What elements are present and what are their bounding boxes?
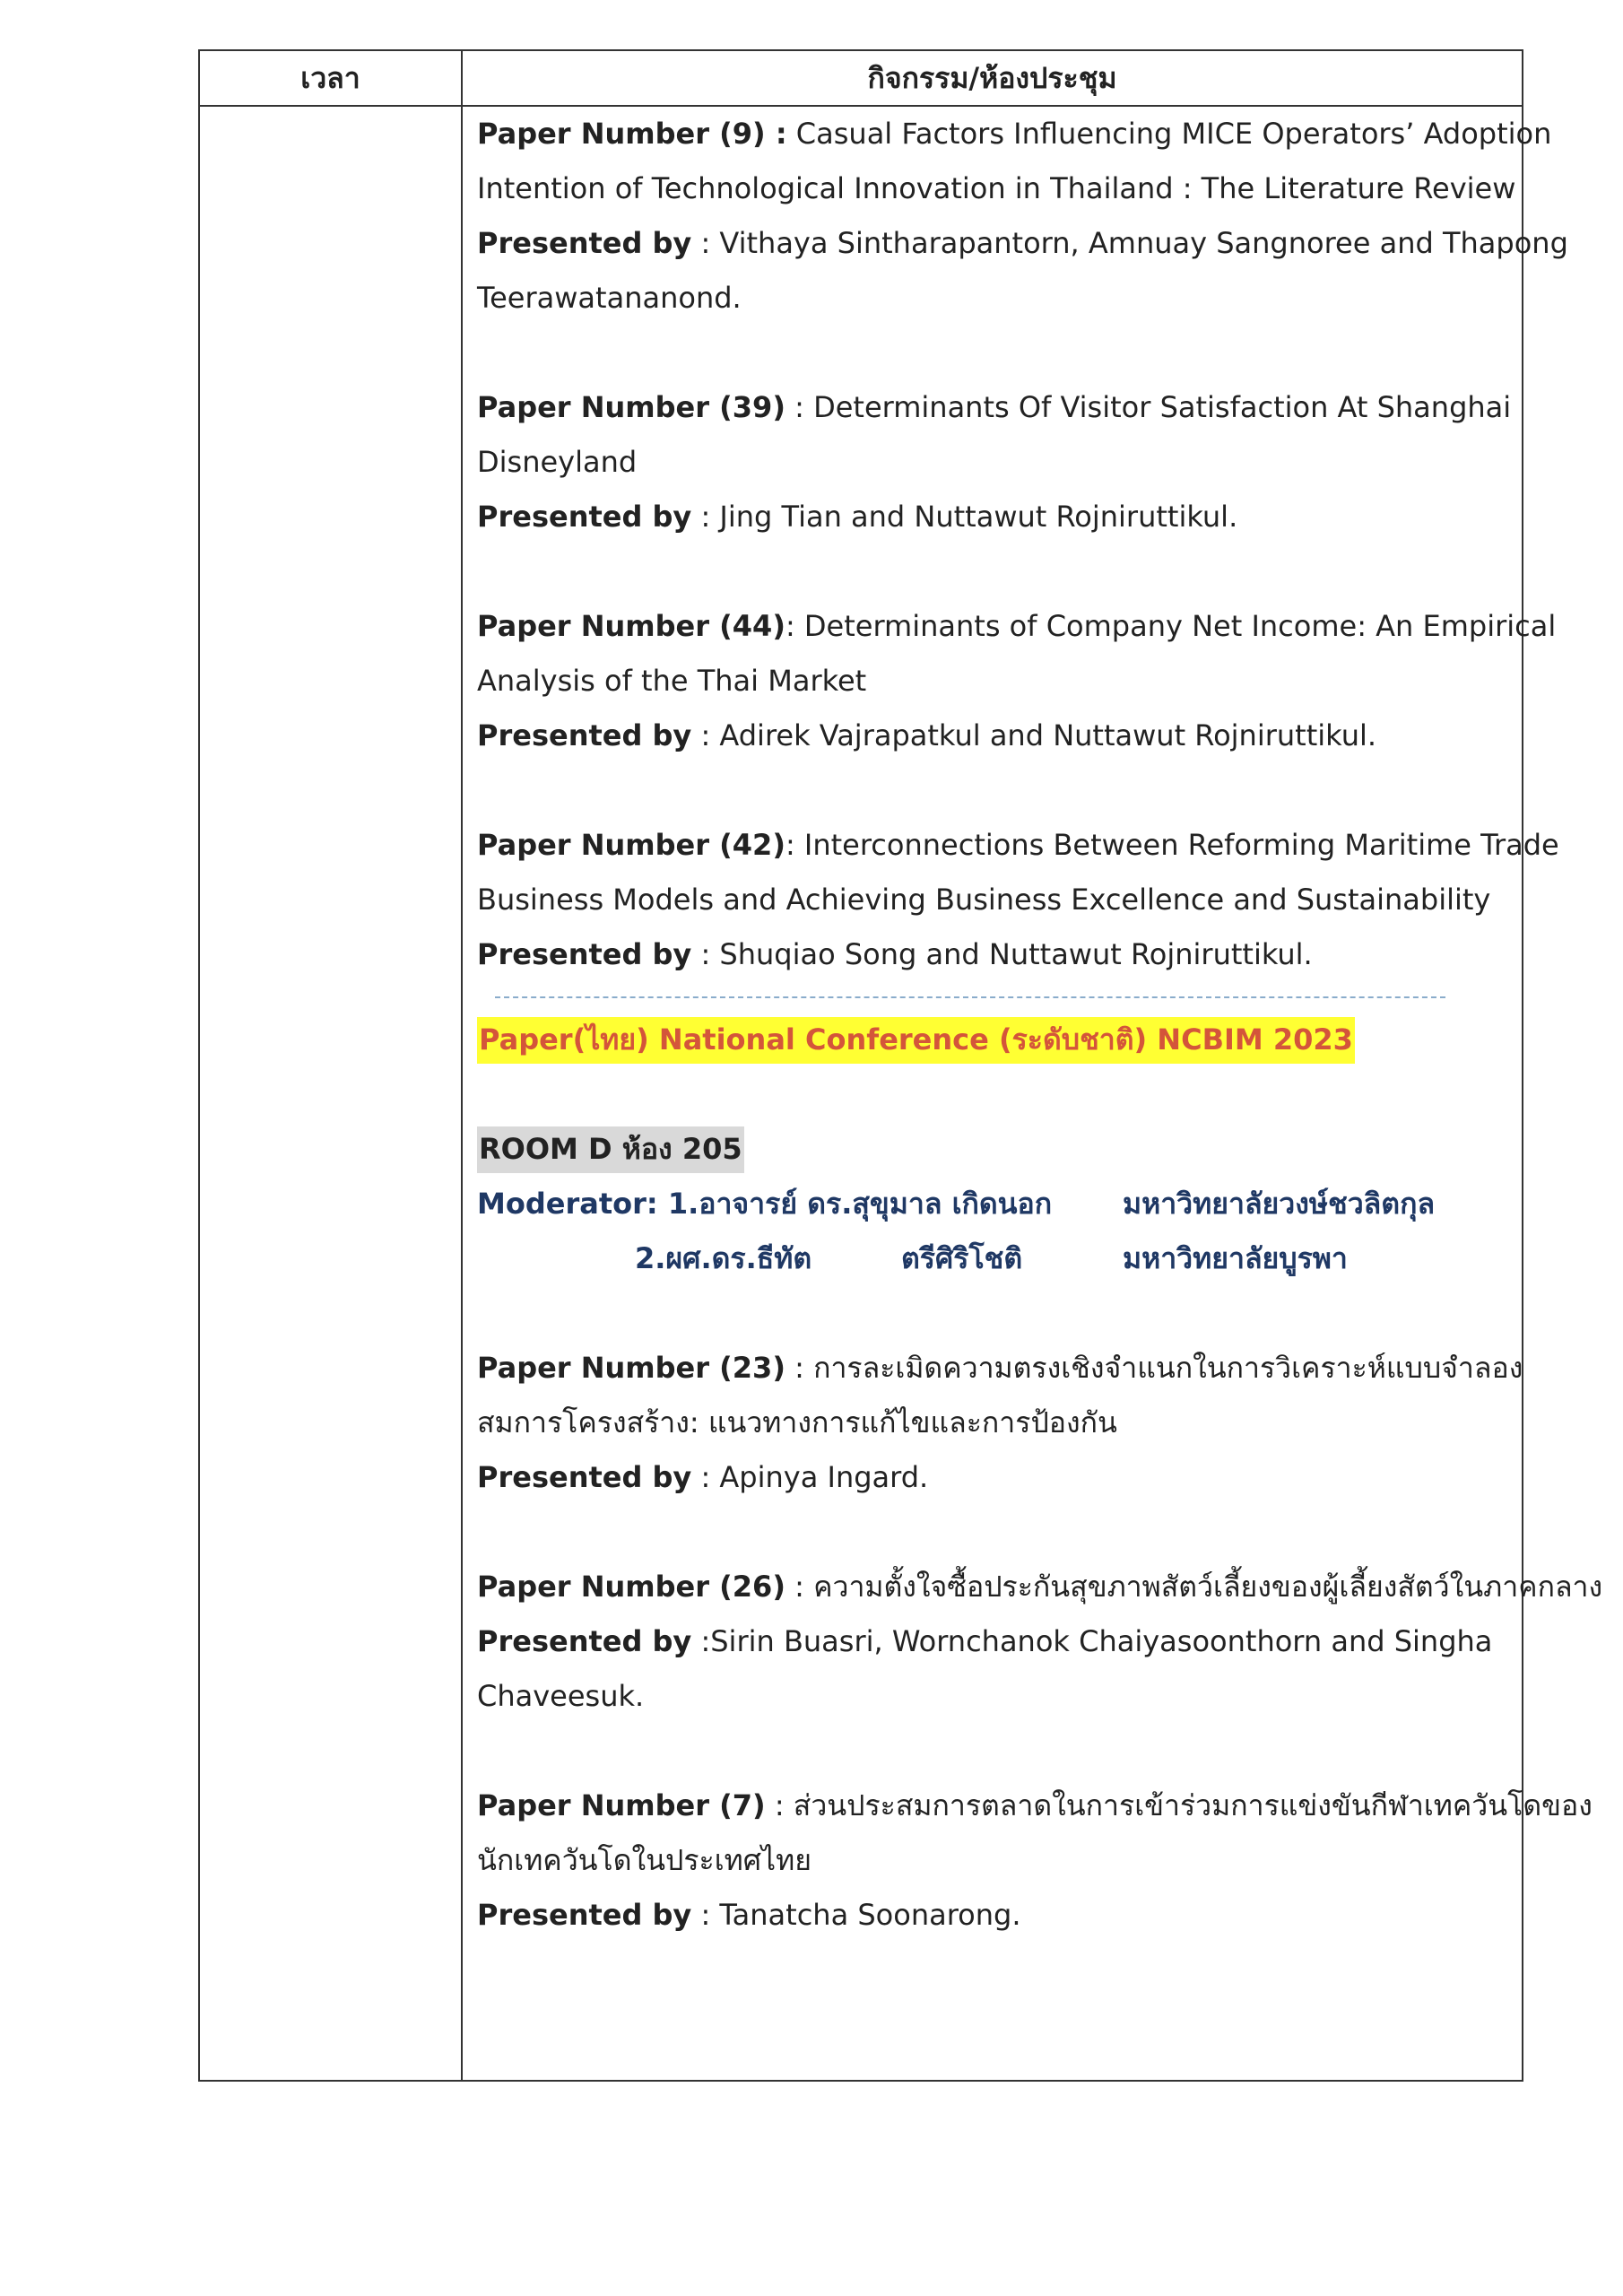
presenters: : Tanatcha Soonarong. — [691, 1898, 1021, 1932]
moderator-line-1 — [477, 1177, 1508, 1231]
paper-title: : Determinants Of Visitor Satisfaction At Shanghai — [785, 390, 1512, 424]
presented-by-label: Presented by — [477, 226, 692, 260]
paper-number-label: Paper Number (39) — [477, 390, 785, 424]
presented-by-label: Presented by — [477, 500, 692, 534]
moderator-university-2: มหาวิทยาลัยบูรพา — [1123, 1241, 1348, 1275]
room-label: ROOM D ห้อง 205 — [477, 1126, 744, 1173]
paper-number-label: Paper Number (9) : — [477, 117, 787, 151]
paper-title: : Determinants of Company Net Income: An Empirical — [785, 609, 1557, 643]
paper-entry-7 — [477, 1779, 1593, 1943]
presenters: :Sirin Buasri, Wornchanok Chaiyasoonthorn and Singha — [691, 1624, 1493, 1658]
paper-title-cont: สมการโครงสร้าง: แนวทางการแก้ไขและการป้องกัน — [477, 1405, 1117, 1439]
schedule-table — [198, 49, 1603, 2082]
paper-entry-26 — [477, 1560, 1603, 1724]
paper-title: : Interconnections Between Reforming Maritime Trade — [785, 828, 1559, 862]
presented-by-label: Presented by — [477, 718, 692, 752]
paper-entry-42 — [477, 818, 1559, 982]
paper-number-label: Paper Number (26) — [477, 1570, 785, 1604]
table-header-row — [200, 51, 1522, 107]
paper-title-cont: นักเทควันโดในประเทศไทย — [477, 1843, 812, 1877]
activity-content — [477, 107, 1603, 1943]
presenters: : Adirek Vajrapatkul and Nuttawut Rojniruttikul. — [691, 718, 1377, 752]
presenters: : Shuqiao Song and Nuttawut Rojniruttikul. — [691, 937, 1313, 971]
moderator-university-1: มหาวิทยาลัยวงษ์ชวลิตกุล — [1123, 1187, 1436, 1221]
paper-title: : ความตั้งใจซื้อประกันสุขภาพสัตว์เลี้ยงของผู้เลี้ยงสัตว์ในภาคกลาง — [785, 1570, 1603, 1604]
presented-by-label: Presented by — [477, 1898, 692, 1932]
presenters: : Apinya Ingard. — [691, 1460, 929, 1494]
presenters: : Jing Tian and Nuttawut Rojniruttikul. — [691, 500, 1238, 534]
paper-entry-39 — [477, 380, 1512, 544]
presented-by-label: Presented by — [477, 937, 692, 971]
paper-title-cont: Business Models and Achieving Business Excellence and Sustainability — [477, 883, 1491, 917]
paper-title-cont: Disneyland — [477, 445, 638, 479]
header-time: เวลา — [300, 61, 360, 95]
paper-number-label: Paper Number (44) — [477, 609, 785, 643]
dashed-divider — [477, 982, 1508, 1013]
presented-by-label: Presented by — [477, 1460, 692, 1494]
presenters: : Vithaya Sintharapantorn, Amnuay Sangnoree and Thapong — [691, 226, 1568, 260]
paper-entry-23 — [477, 1341, 1523, 1505]
paper-title: Casual Factors Influencing MICE Operators’ Adoption — [786, 117, 1552, 151]
moderator-label: Moderator: 1.อาจารย์ ดร.สุขุมาล เกิดนอก — [477, 1187, 1053, 1221]
paper-title-cont: Analysis of the Thai Market — [477, 664, 867, 698]
paper-number-label: Paper Number (23) — [477, 1351, 785, 1385]
header-activity: กิจกรรม/ห้องประชุม — [867, 61, 1117, 95]
moderator-2-name: 2.ผศ.ดร.ธีทัต — [635, 1241, 812, 1275]
column-divider — [461, 51, 463, 2080]
presenters-cont: Chaveesuk. — [477, 1679, 645, 1713]
presented-by-label: Presented by — [477, 1624, 692, 1658]
moderator-line-2 — [477, 1231, 1508, 1286]
paper-number-label: Paper Number (7) — [477, 1788, 766, 1822]
paper-number-label: Paper Number (42) — [477, 828, 785, 862]
paper-title: : การละเมิดความตรงเชิงจำแนกในการวิเคราะห์แบบจำลอง — [785, 1351, 1523, 1385]
presenters-cont: Teerawatananond. — [477, 281, 742, 315]
section-heading: Paper(ไทย) National Conference (ระดับชาติ) NCBIM 2023 — [477, 1017, 1355, 1064]
paper-entry-44 — [477, 599, 1557, 763]
paper-title-cont: Intention of Technological Innovation in Thailand : The Literature Review — [477, 171, 1516, 205]
paper-entry-9 — [477, 107, 1568, 326]
moderator-2-surname: ตรีศิริโชติ — [901, 1241, 1023, 1275]
paper-title: : ส่วนประสมการตลาดในการเข้าร่วมการแข่งขันกีฬาเทควันโดของ — [765, 1788, 1593, 1822]
